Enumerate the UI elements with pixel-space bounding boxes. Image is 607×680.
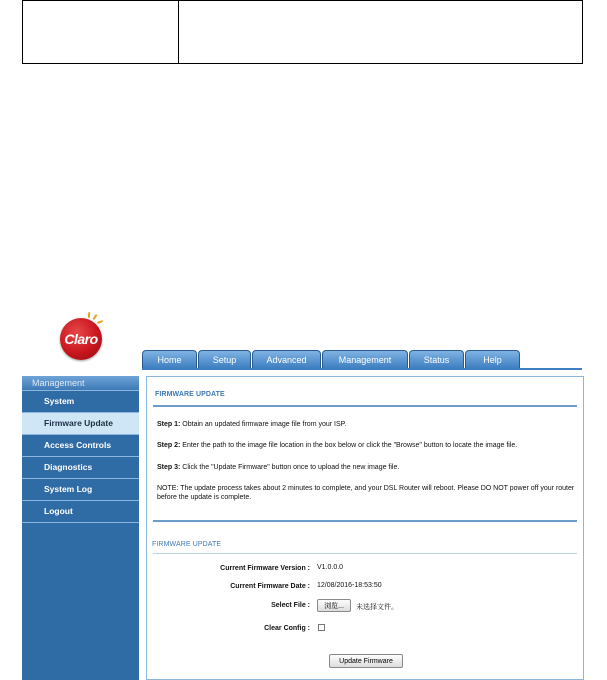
logo-text: Claro (64, 331, 98, 347)
logo-ray (97, 320, 103, 324)
no-file-selected-text: 未选择文件。 (356, 604, 398, 611)
table-column-divider (178, 1, 179, 63)
document-table (22, 0, 583, 64)
sidebar-item-firmware-update[interactable]: Firmware Update (22, 413, 139, 435)
firmware-version-label: Current Firmware Version : (220, 565, 310, 572)
section-separator (153, 520, 577, 522)
browse-button[interactable]: 浏览... (317, 599, 351, 612)
tab-home[interactable]: Home (142, 350, 197, 368)
step-2-text (157, 441, 577, 450)
tab-setup[interactable]: Setup (198, 350, 251, 368)
step-label: Step 2: (157, 442, 181, 449)
tab-help[interactable]: Help (465, 350, 520, 368)
tab-management[interactable]: Management (322, 350, 408, 368)
form-section-title: FIRMWARE UPDATE (152, 541, 222, 548)
sidebar-header: Management (22, 376, 139, 391)
select-file-label: Select File : (271, 602, 310, 609)
logo-ray (92, 314, 97, 320)
sidebar (22, 376, 139, 680)
section-separator (153, 405, 577, 407)
logo-ray (88, 312, 91, 318)
sidebar-item-access-controls[interactable]: Access Controls (22, 435, 139, 457)
sidebar-item-system[interactable]: System (22, 391, 139, 413)
form-section-separator (153, 553, 577, 554)
step-description: Enter the path to the image file location in the box below or click the "Browse" button to locate the image file. (180, 442, 518, 449)
firmware-date-value: 12/08/2016-18:53:50 (317, 582, 382, 589)
step-1-text (157, 420, 577, 429)
step-label: Step 3: (157, 464, 181, 471)
step-description: Click the "Update Firmware" button once to upload the new image file. (180, 464, 400, 471)
clear-config-checkbox[interactable] (318, 624, 325, 631)
tab-advanced[interactable]: Advanced (252, 350, 321, 368)
firmware-date-label: Current Firmware Date : (230, 583, 310, 590)
sidebar-item-logout[interactable]: Logout (22, 501, 139, 523)
section-title: FIRMWARE UPDATE (155, 391, 225, 398)
router-ui-screenshot (22, 316, 584, 680)
step-label: Step 1: (157, 421, 181, 428)
tab-status[interactable]: Status (409, 350, 464, 368)
clear-config-label: Clear Config : (264, 625, 310, 632)
step-description: Obtain an updated firmware image file from your ISP. (180, 421, 347, 428)
sidebar-item-system-log[interactable]: System Log (22, 479, 139, 501)
step-3-text (157, 463, 577, 472)
firmware-version-value: V1.0.0.0 (317, 564, 344, 571)
note-text: NOTE: The update process takes about 2 minutes to complete, and your DSL Router will reboot. Please DO NOT power off your router before the update is complete. (157, 485, 575, 501)
update-firmware-button[interactable]: Update Firmware (329, 654, 403, 668)
tab-bar-underline (142, 368, 582, 370)
main-content (146, 376, 584, 680)
sidebar-item-diagnostics[interactable]: Diagnostics (22, 457, 139, 479)
claro-logo (60, 318, 102, 360)
main-nav-tabs (142, 350, 521, 368)
